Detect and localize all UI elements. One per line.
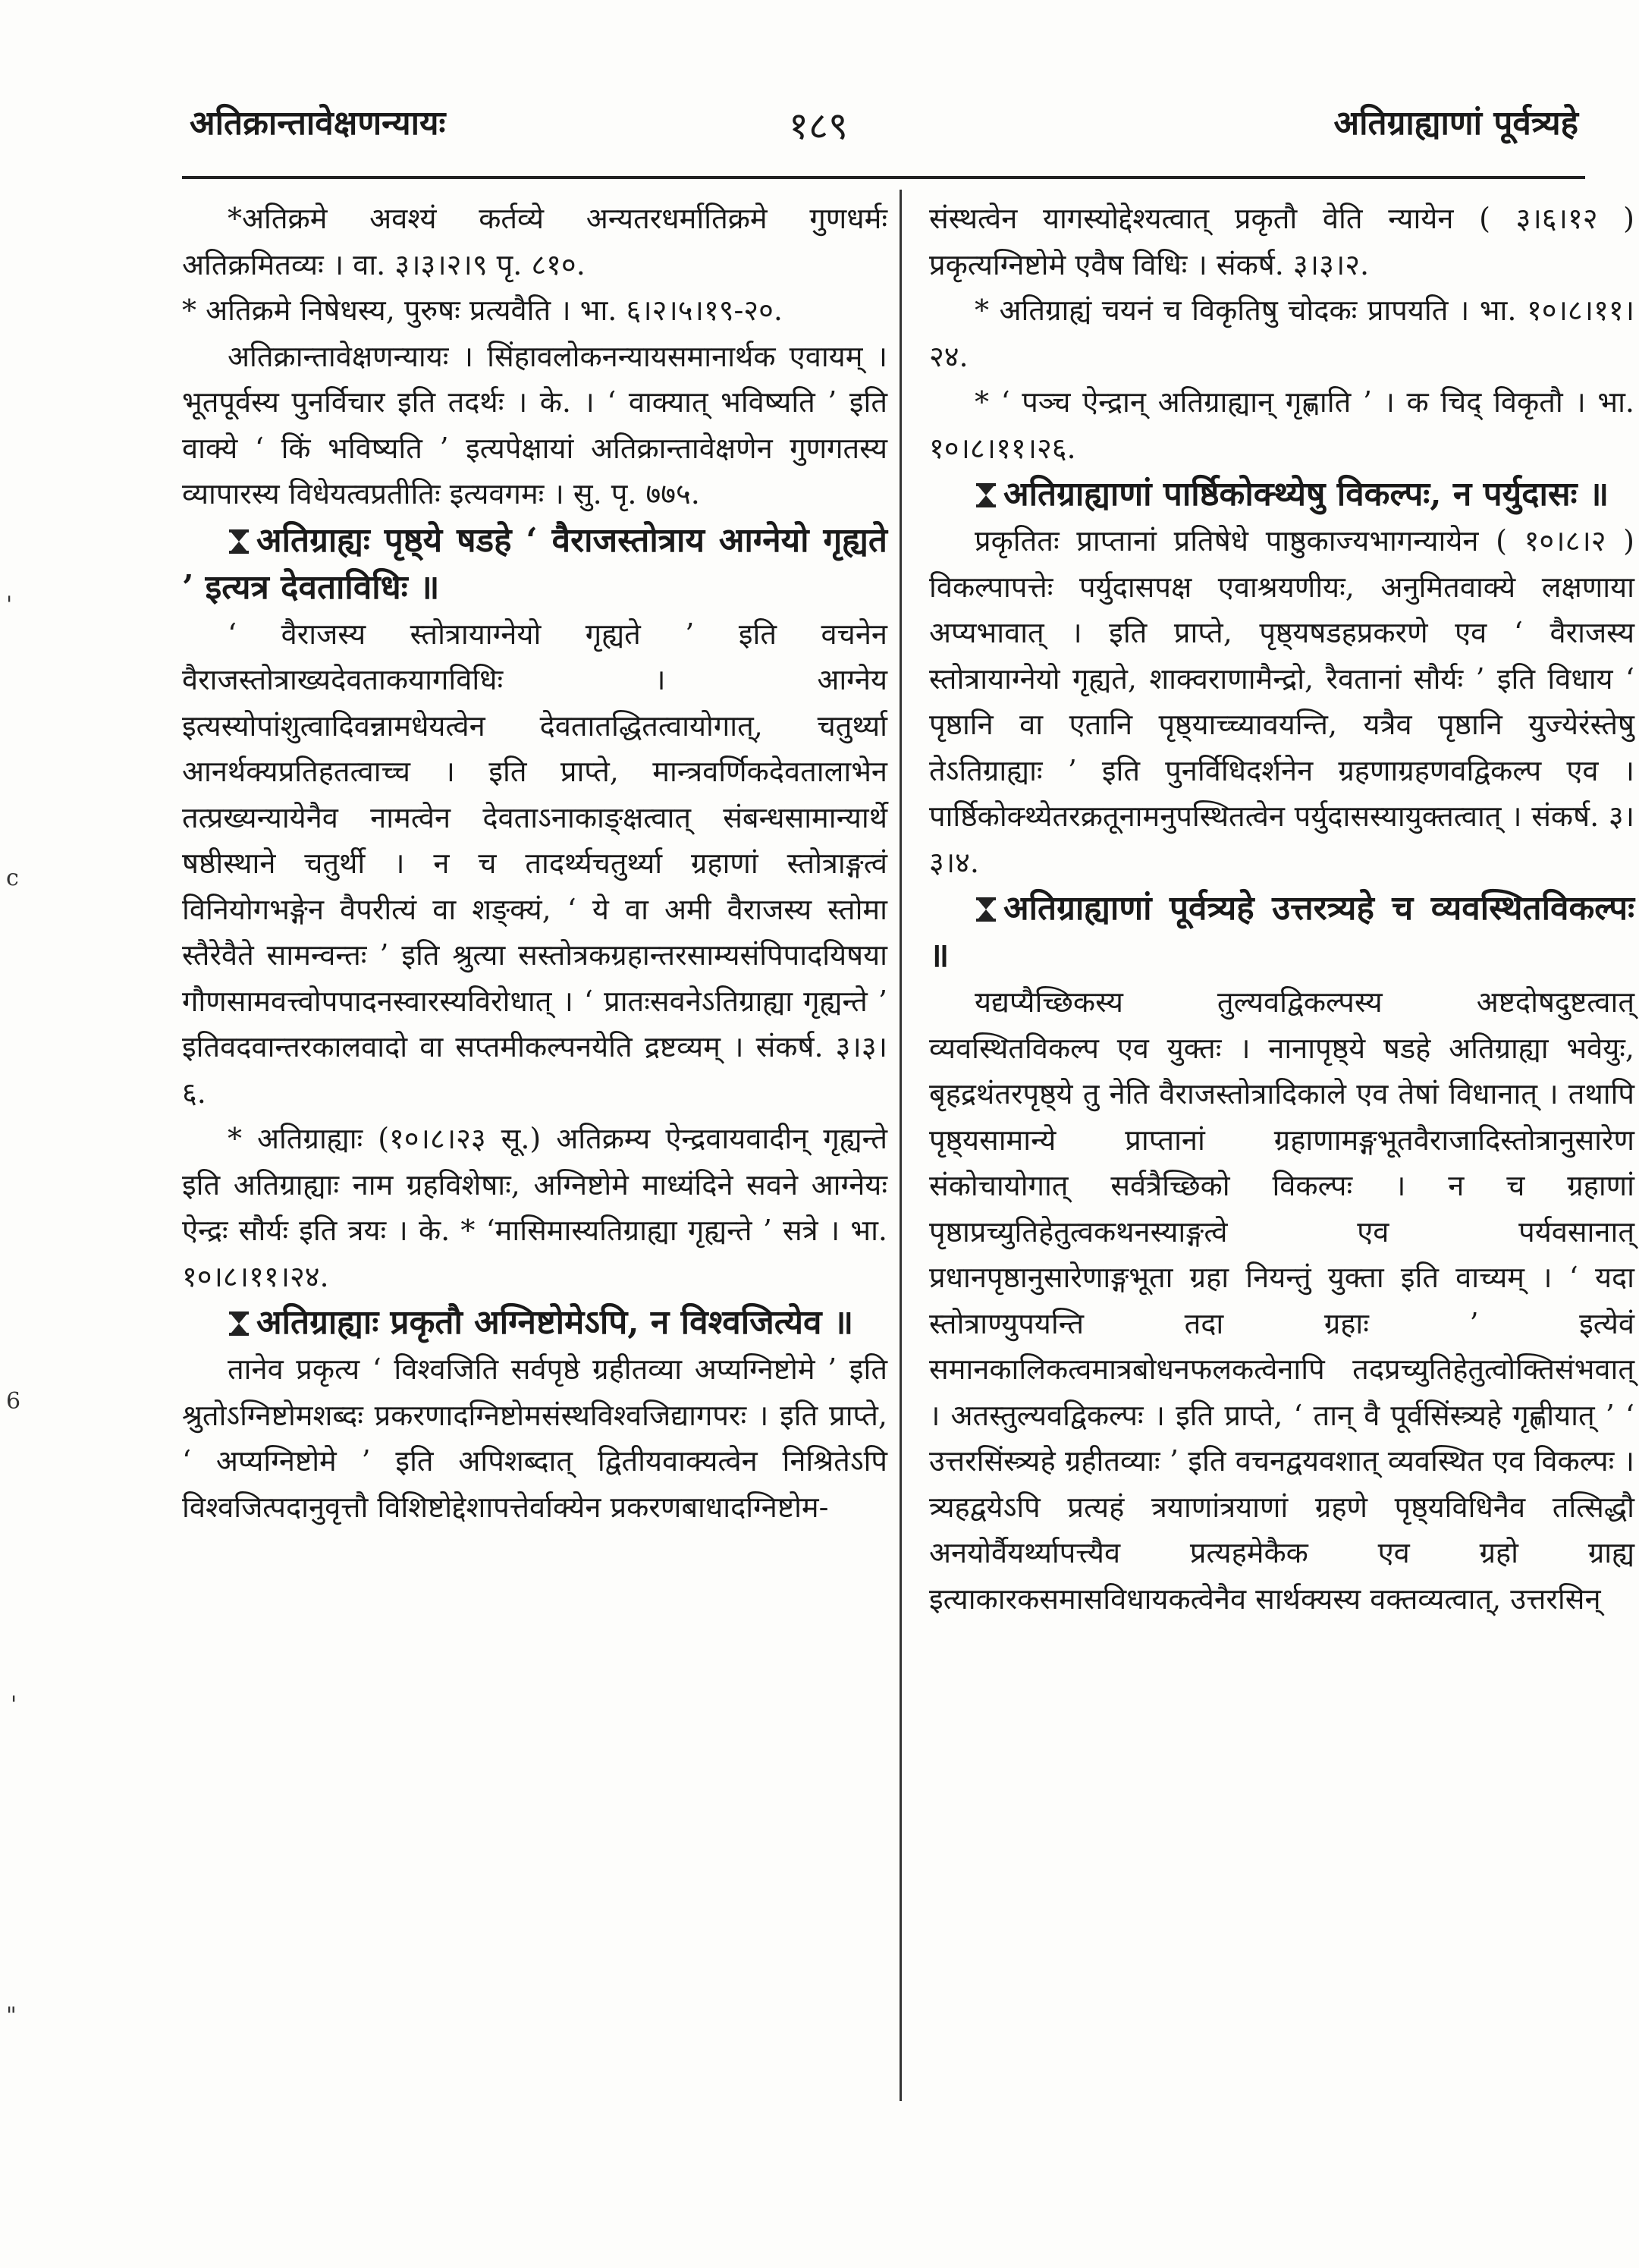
entry-vairaja-stotra: ‘ वैराजस्य स्तोत्रायाग्नेयो गृह्यते ’ इति वचनेन वैराजस्तोत्राख्यदेवताकयागविधिः । आग्नेय इत्यस्योपांशुत्वादिवन्नामधेयत्वेन देवतातद्धितत्वायोगात्, चतुर्थ्या आनर्थक्यप्रतिहतत्वाच्च । इति प्राप्ते, मान्त्रवर्णिकदेवतालाभेन तत्प्रख्यन्यायेनैव नामत्वेन देवताऽनाकाङ्क्षत्वात् संबन्धसामान्यार्थे षष्ठीस्थाने चतुर्थी । न च तादर्थ्यचतुर्थ्या ग्रहाणां स्तोत्राङ्गत्वं विनियोगभङ्गेन वैपरीत्यं वा शङ्क्यं, ‘ ये वा अमी वैराजस्य स्तोमा स्तैरेवैते सामन्वन्तः ’ इति श्रुत्या सस्तोत्रकग्रहान्तरसाम्यसंपिपादयिषया गौणसामवत्त्वोपपादनस्वारस्यविरोधात् । ‘ प्रातःसवनेऽतिग्राह्या गृह्यन्ते ’ इतिवदवान्तरकालवादो वा सप्तमीकल्पनयेति द्रष्टव्यम् । संकर्ष. ३।३।६. bbox=[182, 617, 887, 1110]
heading-parshthika-vikalpa: अतिग्राह्याणां पार्ष्ठिकोक्थ्येषु विकल्पः, न पर्युदासः ॥ bbox=[929, 471, 1634, 518]
scan-edge-mark: ' bbox=[6, 592, 13, 618]
page-number: १८९ bbox=[789, 104, 848, 148]
running-head-left: अतिक्रान्तावेक्षणन्यायः bbox=[190, 104, 446, 143]
section-mark-icon bbox=[228, 1311, 250, 1337]
header-rule bbox=[182, 176, 1585, 179]
running-head-right: अतिग्राह्याणां पूर्वत्र्यहे bbox=[1333, 104, 1578, 143]
scan-edge-mark: c bbox=[6, 865, 19, 891]
scan-edge-mark: 6 bbox=[6, 1388, 21, 1415]
left-column bbox=[182, 196, 887, 1530]
entry-atikrantavekshana: अतिक्रान्तावेक्षणन्यायः । सिंहावलोकनन्यायसमानार्थक एवायम् । भूतपूर्वस्य पुनर्विचार इति तदर्थः । के. । ‘ वाक्यात् भविष्यति ’ इति वाक्ये ‘ किं भविष्यति ’ इत्यपेक्षायां अतिक्रान्तावेक्षणेन गुणगतस्य व्यापारस्य विधेयत्वप्रतीतिः इत्यवगमः । सु. पृ. ७७५. bbox=[182, 339, 887, 510]
entry-atikrame-nishedha: * अतिक्रमे निषेधस्य, पुरुषः प्रत्यवैति । भा. ६।२।५।१९-२०. bbox=[182, 294, 783, 327]
entry-atikrame-gunadharma: *अतिक्रमे अवश्यं कर्तव्ये अन्यतरधर्मातिक्रमे गुणधर्मः अतिक्रमितव्यः । वा. ३।३।२।९ पृ. ८१०. bbox=[182, 202, 887, 281]
entry-atigrahyah-definition: * अतिग्राह्याः (१०।८।२३ सू.) अतिक्रम्य ऐन्द्रवायवादीन् गृह्यन्ते इति अतिग्राह्याः नाम ग्रहविशेषाः, अग्निष्टोमे माध्यंदिने सवने आग्नेयः ऐन्द्रः सौर्यः इति त्रयः । के. * ‘मासिमास्यतिग्राह्या गृह्यन्ते ’ सत्रे । भा. १०।८।११।२४. bbox=[182, 1122, 887, 1293]
heading-vyavasthita-vikalpa: अतिग्राह्याणां पूर्वत्र्यहे उत्तरत्र्यहे च व्यवस्थितविकल्पः ॥ bbox=[929, 889, 1634, 975]
scan-edge-mark: " bbox=[6, 2003, 17, 2029]
entry-chayana-chodaka: * अतिग्राह्यं चयनं च विकृतिषु चोदकः प्रापयति । भा. १०।८।११।२४. bbox=[929, 294, 1634, 373]
entry-pancha-aindran: * ‘ पञ्च ऐन्द्रान् अतिग्राह्यान् गृह्णाति ’ । क चिद् विकृतौ । भा. १०।८।११।२६. bbox=[929, 385, 1634, 465]
heading-vairaja-stotra: अतिग्राह्यः पृष्ठ्ये षडहे ‘ वैराजस्तोत्राय आग्नेयो गृह्यते ’ इत्यत्र देवताविधिः ॥ bbox=[182, 520, 887, 607]
heading-prakrtau-agnishtome: अतिग्राह्याः प्रकृतौ अग्निष्टोमेऽपि, न विश्वजित्येव ॥ bbox=[182, 1299, 887, 1346]
section-mark-icon bbox=[228, 529, 250, 554]
section-mark-icon bbox=[975, 897, 997, 922]
scan-edge-mark: ' bbox=[11, 1692, 17, 1718]
entry-parshthika-vikalpa: प्रकृतितः प्राप्तानां प्रतिषेधे पाष्ठुकाज्यभागन्यायेन ( १०।८।२ ) विकल्पापत्तेः पर्युदासपक्ष एवाश्रयणीयः, अनुमितवाक्ये लक्षणाया अप्यभावात् । इति प्राप्ते, पृष्ठ्यषडहप्रकरणे एव ‘ वैराजस्य स्तोत्रायाग्नेयो गृह्यते, शाक्वराणामैन्द्रो, रैवतानां सौर्यः ’ इति विधाय ‘ पृष्ठानि वा एतानि पृष्ठ्याच्च्यावयन्ति, यत्रैव पृष्ठानि युज्येरंस्तेषु तेऽतिग्राह्याः ’ इति पुनर्विधिदर्शनेन ग्रहणाग्रहणवद्विकल्प एव । पार्ष्ठिकोक्थ्येतरक्रतूनामनुपस्थितत्वेन पर्युदासस्यायुक्तत्वात् । संकर्ष. ३।३।४. bbox=[929, 524, 1634, 879]
right-column bbox=[929, 196, 1634, 1622]
column-divider bbox=[900, 190, 902, 2101]
entry-vyavasthita-vikalpa: यद्यप्यैच्छिकस्य तुल्यवद्विकल्पस्य अष्टदोषदुष्टत्वात् व्यवस्थितविकल्प एव युक्तः । नानापृष्ठ्ये षडहे अतिग्राह्या भवेयुः, बृहद्रथंतरपृष्ठ्ये तु नेति वैराजस्तोत्रादिकाले एव तेषां विधानात् । तथापि पृष्ठ्यसामान्ये प्राप्तानां ग्रहाणामङ्गभूतवैराजादिस्तोत्रानुसारेण संकोचायोगात् सर्वत्रैच्छिको विकल्पः । न च ग्रहाणां पृष्ठाप्रच्युतिहेतुत्वकथनस्याङ्गत्वे एव पर्यवसानात् प्रधानपृष्ठानुसारेणाङ्गभूता ग्रहा नियन्तुं युक्ता इति वाच्यम् । ‘ यदा स्तोत्राण्युपयन्ति तदा ग्रहाः ’ इत्येवं समानकालिकत्वमात्रबोधनफलकत्वेनापि तदप्रच्युतिहेतुत्वोक्तिसंभवात् । अतस्तुल्यवद्विकल्पः । इति प्राप्ते, ‘ तान् वै पूर्वसिंस्त्र्यहे गृह्णीयात् ’ ‘ उत्तरसिंस्त्र्यहे ग्रहीतव्याः ’ इति वचनद्वयवशात् व्यवस्थित एव विकल्पः । त्र्यहद्वयेऽपि प्रत्यहं त्रयाणांत्रयाणां ग्रहणे पृष्ठ्यविधिनैव तत्सिद्धौ अनयोर्वैयर्थ्यापत्त्यैव प्रत्यहमेकैक एव ग्रहो ग्राह्य इत्याकारकसमासविधायकत्वेनैव सार्थक्यस्य वक्तव्यत्वात्, उत्तरसिन् bbox=[929, 985, 1634, 1616]
entry-vishvajit: तानेव प्रकृत्य ‘ विश्वजिति सर्वपृष्ठे ग्रहीतव्या अप्यग्निष्टोमे ’ इति श्रुतोऽग्निष्टोमशब्दः प्रकरणादग्निष्टोमसंस्थविश्वजिद्यागपरः । इति प्राप्ते, ‘ अप्यग्निष्टोमे ’ इति अपिशब्दात् द्वितीयवाक्यत्वेन निश्रितेऽपि विश्वजित्पदानुवृत्तौ विशिष्टोद्देशापत्तेर्वाक्येन प्रकरणबाधादग्निष्टोम- bbox=[182, 1352, 887, 1524]
entry-continuation: संस्थत्वेन यागस्योद्देश्यत्वात् प्रकृतौ वेति न्यायेन ( ३।६।१२ ) प्रकृत्यग्निष्टोमे एवैष विधिः । संकर्ष. ३।३।२. bbox=[929, 202, 1634, 281]
section-mark-icon bbox=[975, 482, 997, 508]
